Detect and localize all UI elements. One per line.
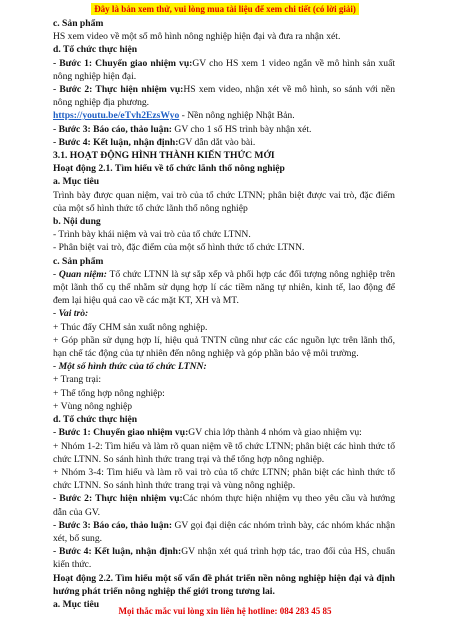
video-caption: - Nền nông nghiệp Nhật Bản.: [179, 110, 295, 122]
section-title: 3.1. HOẠT ĐỘNG HÌNH THÀNH KIẾN THỨC MỚI: [53, 150, 275, 162]
d1-step1-label: - Bước 1: Chuyển giao nhiệm vụ:: [53, 57, 193, 69]
d2-group-3-4: + Nhóm 3-4: Tìm hiểu và làm rõ vai trò của tổ chức LTNN; phân biệt các hình thức tổ chức LTNN. So sánh hình thức trang trại và vùng nông nghiệp.: [53, 466, 395, 492]
d1-step4: [53, 136, 395, 149]
activity-2-2-title: Hoạt động 2.2. Tìm hiểu một số vấn đề phát triển nền nông nghiệp hiện đại và định hướng phát triển nông nghiệp thế giới trong tương lai.: [53, 572, 395, 597]
noi-dung-line-1: - Trình bày khái niệm và vai trò của tổ chức LTNN.: [53, 229, 251, 241]
d1-step2-label: - Bước 2: Thực hiện nhiệm vụ:: [53, 84, 184, 96]
heading-muc-tieu-2: a. Mục tiêu: [53, 598, 100, 610]
d2-step2: [53, 492, 395, 518]
d2-step2-text: Các nhóm thực hiện nhiệm vụ theo yêu cầu và hướng dẫn của GV.: [53, 493, 396, 518]
d1-step4-label: - Bước 4: Kết luận, nhận định:: [53, 136, 179, 148]
d2-step1: [53, 426, 395, 439]
d2-step4: [53, 545, 395, 571]
hinh-thuc-item-2: + Thể tổng hợp nông nghiệp:: [53, 387, 165, 399]
heading-san-pham-2: c. Sản phẩm: [53, 255, 104, 267]
quan-niem-text: Tổ chức LTNN là sự sắp xếp và phối hợp các đối tượng nông nghiệp trên một lãnh thổ cụ thể nhằm sử dụng hợp lí các tiềm năng tự nhiên, kinh tế, lao động để đem lại hiệu quả cao về các mặt KT, XH và MT.: [53, 268, 396, 307]
quan-niem: [53, 268, 395, 308]
activity-2-1-title: Hoạt động 2.1. Tìm hiểu về tổ chức lãnh thổ nông nghiệp: [53, 163, 285, 175]
d2-step3: [53, 519, 395, 545]
video-link[interactable]: https://youtu.be/eTvh2EzsWyo: [53, 110, 180, 122]
vai-tro-label: - Vai trò:: [53, 308, 89, 320]
quan-niem-label: - Quan niệm:: [53, 268, 107, 280]
hinh-thuc-item-1: + Trang trại:: [53, 374, 102, 386]
d1-step4-text: GV dẫn dắt vào bài.: [178, 136, 256, 148]
heading-to-chuc-2: d. Tổ chức thực hiện: [53, 414, 138, 426]
d1-step1: [53, 57, 395, 83]
hinh-thuc-label: - Một số hình thức của tổ chức LTNN:: [53, 361, 207, 373]
d1-step3-text: GV cho 1 số HS trình bày nhận xét.: [172, 123, 312, 135]
d1-step2-text: HS xem video, nhận xét về mô hình, so sánh với nền nông nghiệp địa phương.: [53, 84, 395, 109]
vai-tro-item-2: + Góp phần sử dụng hợp lí, hiệu quả TNTN cũng như các các nguồn lực trên lãnh thổ, hạn chế tác động của tự nhiên đến nông nghiệp và góp phần bảo vệ môi trường.: [53, 334, 395, 360]
d2-step2-label: - Bước 2: Thực hiện nhiệm vụ:: [53, 493, 183, 505]
d2-step3-label: - Bước 3: Báo cáo, thảo luận:: [53, 519, 173, 531]
noi-dung-line-2: - Phân biệt vai trò, đặc điểm của một số hình thức tổ chức LTNN.: [53, 242, 305, 254]
d2-step1-text: GV chia lớp thành 4 nhóm và giao nhiệm vụ:: [188, 427, 362, 439]
heading-muc-tieu: a. Mục tiêu: [53, 176, 100, 188]
d2-step4-text: GV nhận xét quá trình hợp tác, trao đổi của HS, chuẩn kiến thức.: [53, 546, 395, 571]
vai-tro-item-1: + Thúc đẩy CHM sản xuất nông nghiệp.: [53, 321, 208, 333]
heading-noi-dung: b. Nội dung: [53, 216, 101, 228]
d2-group-1-2: + Nhóm 1-2: Tìm hiểu và làm rõ quan niệm về tổ chức LTNN; phân biệt các hình thức tổ chức LTNN. So sánh hình thức trang trại và thể tổng hợp nông nghiệp.: [53, 440, 395, 465]
preview-banner: [0, 3, 450, 16]
hotline-banner: Mọi thắc mắc vui lòng xin liên hệ hotline: 084 283 45 85: [118, 606, 332, 616]
san-pham-1-text: HS xem video về một số mô hình nông nghiệp hiện đại và đưa ra nhận xét.: [53, 31, 341, 43]
video-line: [53, 109, 395, 122]
heading-san-pham-1: c. Sản phẩm: [53, 18, 104, 29]
preview-banner-text: Đây là bản xem thử, vui lòng mua tài liệu để xem chi tiết (có lời giải): [91, 3, 359, 15]
d2-step1-label: - Bước 1: Chuyển giao nhiệm vụ:: [53, 427, 189, 439]
d1-step3-label: - Bước 3: Báo cáo, thảo luận:: [53, 123, 172, 135]
d1-step2: [53, 83, 395, 109]
heading-to-chuc-1: d. Tổ chức thực hiện: [53, 44, 138, 56]
hinh-thuc-item-3: + Vùng nông nghiệp: [53, 400, 133, 412]
muc-tieu-text: Trình bày được quan niệm, vai trò của tổ chức LTNN; phân biệt được vai trò, đặc điểm của một số hình thức tổ chức lãnh thổ nông nghiệp: [53, 189, 395, 214]
d2-step4-label: - Bước 4: Kết luận, nhận định:: [53, 546, 182, 558]
d1-step1-text: GV cho HS xem 1 video ngắn về mô hình sản xuất nông nghiệp hiện đại.: [53, 57, 395, 82]
document-body: [53, 17, 395, 611]
d1-step3: [53, 123, 395, 136]
d2-step3-text: GV gọi đại diện các nhóm trình bày, các nhóm khác nhận xét, bổ sung.: [53, 519, 395, 544]
